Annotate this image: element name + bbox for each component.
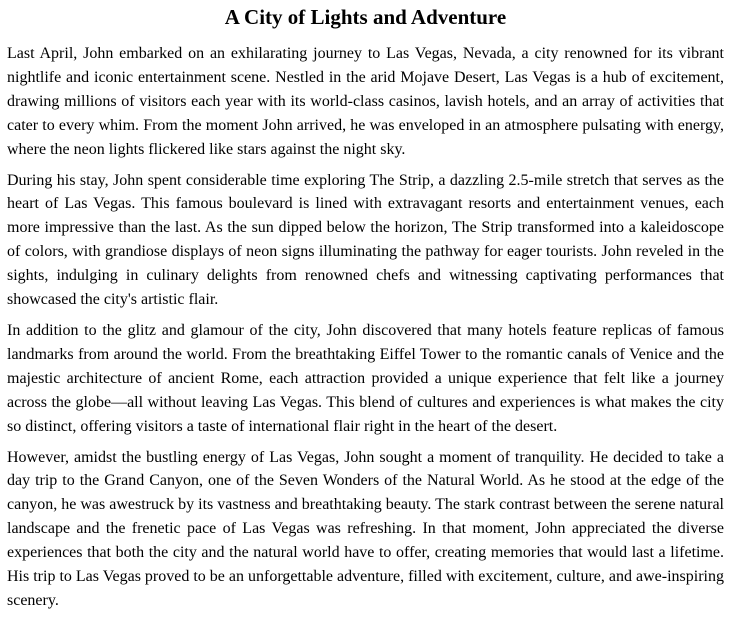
paragraph-the-strip: During his stay, John spent considerable time exploring The Strip, a dazzling 2.5-mile stretch that serves as the heart of Las Vegas. This famous boulevard is lined with extravagant resorts and entertainment venues, each more impressive than the last. As the sun dipped below the horizon, The Strip transformed into a kaleidoscope of colors, with grandiose displays of neon signs illuminating the pathway for eager tourists. John reveled in the sights, indulging in culinary delights from renowned chefs and witnessing captivating performances that showcased the city's artistic flair. <box>7 171 724 309</box>
page-title: A City of Lights and Adventure <box>224 5 507 29</box>
article-body <box>7 42 724 613</box>
paragraph-intro: Last April, John embarked on an exhilarating journey to Las Vegas, Nevada, a city renowned for its vibrant nightlife and iconic entertainment scene. Nestled in the arid Mojave Desert, Las Vegas is a hub of excitement, drawing millions of visitors each year with its world-class casinos, lavish hotels, and an array of activities that cater to every whim. From the moment John arrived, he was enveloped in an atmosphere pulsating with energy, where the neon lights flickered like stars against the night sky. <box>7 45 724 158</box>
paragraph-landmarks: In addition to the glitz and glamour of the city, John discovered that many hotels feature replicas of famous landmarks from around the world. From the breathtaking Eiffel Tower to the romantic canals of Venice and the majestic architecture of ancient Rome, each attraction provided a unique experience that felt like a journey across the globe—all without leaving Las Vegas. This blend of cultures and experiences is what makes the city so distinct, offering visitors a taste of international flair right in the heart of the desert. <box>7 321 724 435</box>
paragraph-grand-canyon: However, amidst the bustling energy of Las Vegas, John sought a moment of tranquility. He decided to take a day trip to the Grand Canyon, one of the Seven Wonders of the Natural World. As he stood at the edge of the canyon, he was awestruck by its vastness and breathtaking beauty. The stark contrast between the serene natural landscape and the frenetic pace of Las Vegas was refreshing. In that moment, John appreciated the diverse experiences that both the city and the natural world have to offer, creating memories that would last a lifetime. His trip to Las Vegas proved to be an unforgettable adventure, filled with excitement, culture, and awe-inspiring scenery. <box>7 448 724 609</box>
